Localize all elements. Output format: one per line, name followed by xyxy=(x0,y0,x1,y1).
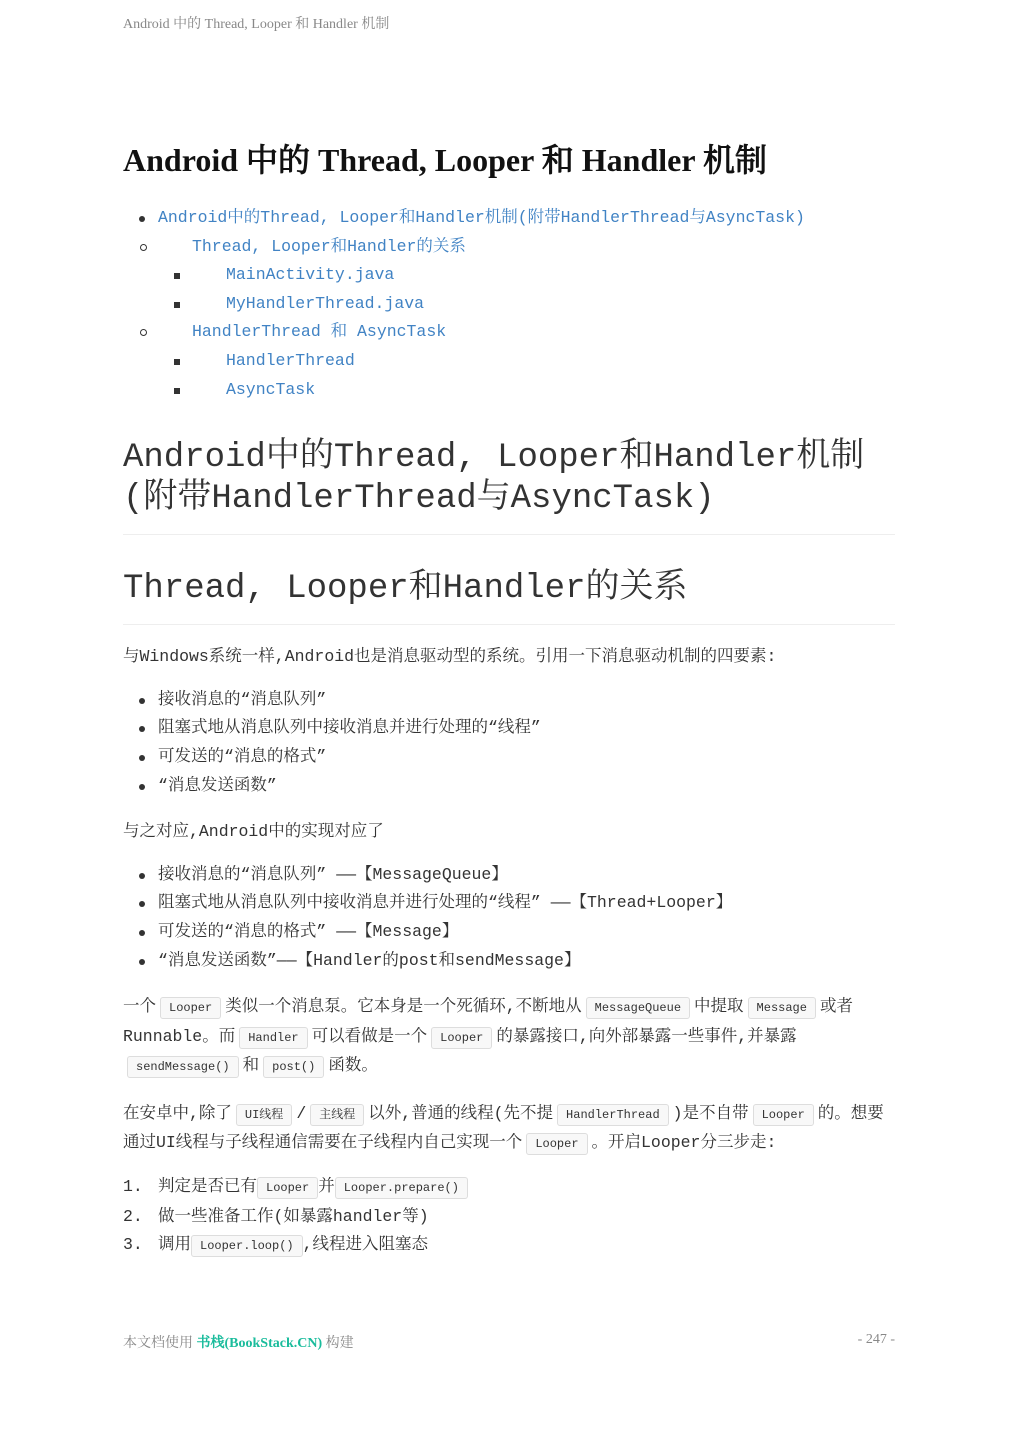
toc-item-top[interactable] xyxy=(123,204,895,404)
toc-item-group[interactable] xyxy=(158,233,895,319)
section-heading-relation: Thread, Looper和Handler的关系 xyxy=(123,569,895,625)
toc-item[interactable] xyxy=(192,261,895,290)
page-number: - 247 - xyxy=(857,1332,895,1347)
list-item-text: 接收消息的“消息队列” ——【MessageQueue】 xyxy=(158,864,508,884)
list-item: 3. 调用 Looper.loop() ,线程进入阻塞态 xyxy=(123,1231,895,1261)
footer-prefix: 本文档使用 xyxy=(123,1336,193,1351)
thread-paragraph: 在安卓中,除了 UI线程 / 主线程 以外,普通的线程(先不提 HandlerThread )是不自带 Looper 的。想要通过UI线程与子线程通信需要在子线程内自己实现一个 Looper 。开启Looper分三步走: xyxy=(123,1100,895,1159)
toc-link[interactable]: Android中的Thread, Looper和Handler机制(附带HandlerThread与AsyncTask) xyxy=(158,208,805,227)
looper-paragraph: 一个 Looper 类似一个消息泵。它本身是一个死循环,不断地从 MessageQueue 中提取 Message 或者Runnable。而 Handler 可以看做是一个 Looper 的暴露接口,向外部暴露一些事件,并暴露sendMessage() 和 post() 函数。 xyxy=(123,993,895,1082)
inline-code: Looper xyxy=(526,1133,587,1155)
inline-code: HandlerThread xyxy=(557,1104,669,1126)
list-item-text: “消息发送函数”——【Handler的post和sendMessage】 xyxy=(158,950,581,970)
list-item-text: 可发送的“消息的格式” xyxy=(158,746,327,766)
toc-link[interactable]: HandlerThread 和 AsyncTask xyxy=(192,322,447,342)
inline-code: Looper xyxy=(431,1027,492,1049)
section-heading-main: Android中的Thread, Looper和Handler机制(附带HandlerThread与AsyncTask) xyxy=(123,438,895,535)
footer-brand-link[interactable]: 书栈(BookStack.CN) xyxy=(196,1336,323,1351)
toc-item[interactable] xyxy=(192,347,895,376)
disc-bullet-icon xyxy=(139,930,145,936)
list-item xyxy=(123,861,895,890)
square-bullet-icon xyxy=(174,359,180,365)
list-item: 2. 做一些准备工作(如暴露handler等) xyxy=(123,1203,895,1232)
inline-code: Looper.loop() xyxy=(191,1235,303,1257)
footer-suffix: 构建 xyxy=(325,1336,354,1351)
inline-code: Handler xyxy=(239,1027,307,1049)
step-number: 1. xyxy=(123,1177,143,1197)
inline-code: post() xyxy=(263,1056,324,1078)
mapping-intro-paragraph: 与之对应,Android中的实现对应了 xyxy=(123,822,384,842)
disc-bullet-icon xyxy=(139,873,145,879)
inline-code: UI线程 xyxy=(236,1104,292,1126)
square-bullet-icon xyxy=(174,273,180,279)
square-bullet-icon xyxy=(174,388,180,394)
list-item xyxy=(123,714,895,743)
inline-code: Looper xyxy=(257,1177,318,1199)
disc-bullet-icon xyxy=(139,698,145,704)
list-item xyxy=(123,889,895,918)
inline-code: Message xyxy=(748,997,816,1019)
toc-item[interactable] xyxy=(192,376,895,405)
inline-code: 主线程 xyxy=(310,1104,364,1126)
toc-link[interactable]: MainActivity.java xyxy=(226,265,395,285)
toc-link[interactable]: AsyncTask xyxy=(226,379,316,399)
circle-bullet-icon xyxy=(140,244,147,251)
list-item-text: 阻塞式地从消息队列中接收消息并进行处理的“线程” xyxy=(158,718,541,738)
disc-bullet-icon xyxy=(139,901,145,907)
disc-bullet-icon xyxy=(139,959,145,965)
inline-code: Looper xyxy=(160,997,221,1019)
elements-list xyxy=(123,686,895,800)
document-title: Android 中的 Thread, Looper 和 Handler 机制 xyxy=(123,142,767,178)
square-bullet-icon xyxy=(174,302,180,308)
inline-code: Looper xyxy=(753,1104,814,1126)
toc-link[interactable]: HandlerThread xyxy=(226,350,355,370)
disc-bullet-icon xyxy=(139,726,145,732)
steps-list xyxy=(123,1173,895,1261)
disc-bullet-icon xyxy=(139,216,145,222)
list-item xyxy=(123,772,895,801)
inline-code: sendMessage() xyxy=(127,1056,239,1078)
list-item-text: 阻塞式地从消息队列中接收消息并进行处理的“线程” ——【Thread+Looper】 xyxy=(158,893,733,913)
list-item-text: 可发送的“消息的格式” ——【Message】 xyxy=(158,921,459,941)
circle-bullet-icon xyxy=(140,329,147,336)
list-item xyxy=(123,743,895,772)
list-item xyxy=(123,918,895,947)
intro-paragraph: 与Windows系统一样,Android也是消息驱动型的系统。引用一下消息驱动机制的四要素: xyxy=(123,647,777,667)
page-content xyxy=(123,138,895,1261)
running-header: Android 中的 Thread, Looper 和 Handler 机制 xyxy=(123,17,390,32)
page-footer xyxy=(123,1332,895,1352)
step-number: 2. xyxy=(123,1206,143,1226)
list-item-text: 接收消息的“消息队列” xyxy=(158,689,327,709)
list-item xyxy=(123,947,895,976)
disc-bullet-icon xyxy=(139,784,145,790)
step-number: 3. xyxy=(123,1235,143,1255)
toc-item-group[interactable] xyxy=(158,318,895,404)
list-item: 1. 判定是否已有 Looper 并 Looper.prepare() xyxy=(123,1173,895,1203)
list-item-text: “消息发送函数” xyxy=(158,775,277,795)
toc-item[interactable] xyxy=(192,290,895,319)
mapping-list xyxy=(123,861,895,975)
inline-code: Looper.prepare() xyxy=(335,1177,468,1199)
table-of-contents xyxy=(123,204,895,404)
toc-link[interactable]: MyHandlerThread.java xyxy=(226,293,425,313)
disc-bullet-icon xyxy=(139,755,145,761)
list-item xyxy=(123,686,895,715)
toc-link[interactable]: Thread, Looper和Handler的关系 xyxy=(192,236,466,256)
inline-code: MessageQueue xyxy=(586,997,690,1019)
